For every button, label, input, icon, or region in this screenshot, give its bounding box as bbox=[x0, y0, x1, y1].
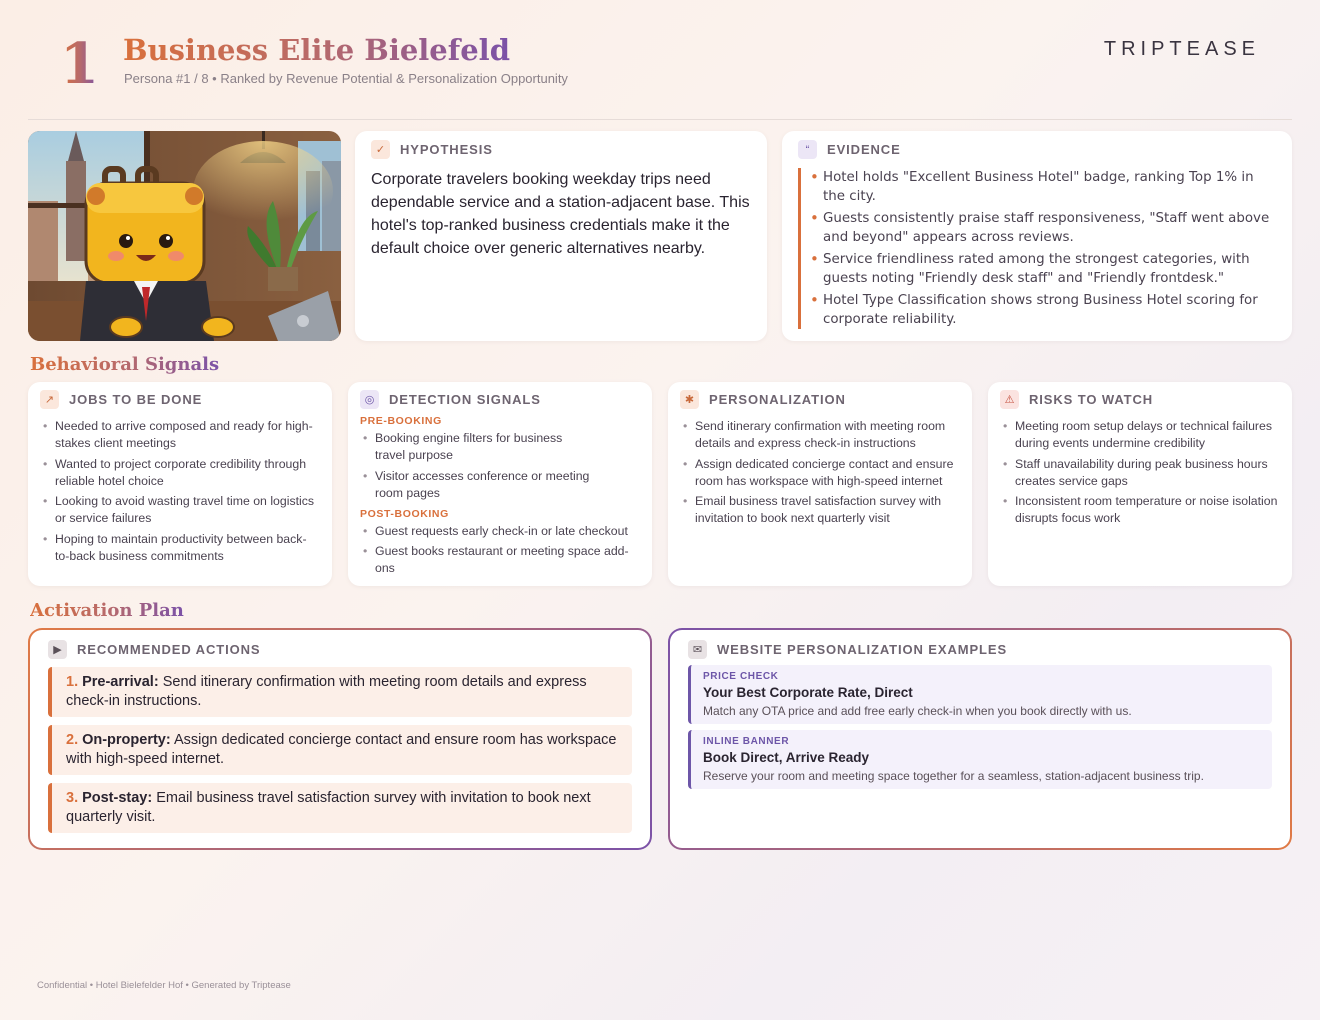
list-item: • Staff unavailability during peak business hours creates service gaps bbox=[1000, 456, 1280, 490]
action-text: Send itinerary confirmation with meeting room details and express check-in instructions. bbox=[66, 674, 587, 709]
recommended-actions-card bbox=[28, 628, 652, 850]
evidence-item: • Service friendliness rated among the strongest categories, with guests noting "Friendly desk staff" and "Friendly frontdesk." bbox=[823, 250, 1276, 288]
personalization-example bbox=[688, 665, 1272, 724]
action-item bbox=[48, 725, 632, 775]
personalization-example bbox=[688, 730, 1272, 789]
hypothesis-text: Corporate travelers booking weekday trips need dependable service and a station-adjacent base. This hotel's top-ranked business credentials make it the default choice over generic alternatives nearby. bbox=[371, 171, 750, 257]
check-icon: ✓ bbox=[371, 140, 390, 159]
evidence-label: EVIDENCE bbox=[827, 142, 901, 157]
evidence-item: • Guests consistently praise staff responsiveness, "Staff went above and beyond" appears across reviews. bbox=[823, 209, 1276, 247]
evidence-card bbox=[782, 131, 1292, 341]
persona-illustration bbox=[28, 131, 341, 341]
list-item: • Wanted to project corporate credibility through reliable hotel choice bbox=[40, 456, 320, 490]
personalization-card bbox=[668, 382, 972, 586]
persona-rank: 1 bbox=[60, 31, 99, 97]
arrow-up-right-icon: ↗ bbox=[40, 390, 59, 409]
website-personalization-card bbox=[668, 628, 1292, 850]
jobs-label: JOBS TO BE DONE bbox=[69, 392, 203, 407]
evidence-list bbox=[798, 168, 1276, 329]
list-item: • Email business travel satisfaction survey with invitation to book next quarterly visit bbox=[680, 493, 960, 527]
website-label: WEBSITE PERSONALIZATION EXAMPLES bbox=[717, 642, 1008, 657]
list-item: • Assign dedicated concierge contact and ensure room has workspace with high-speed internet bbox=[680, 456, 960, 490]
detection-signals-card bbox=[348, 382, 652, 586]
action-item bbox=[48, 667, 632, 717]
list-item: • Meeting room setup delays or technical failures during events undermine credibility bbox=[1000, 418, 1280, 452]
list-item: • Guest books restaurant or meeting space add-ons bbox=[360, 543, 640, 577]
list-item: • Visitor accesses conference or meeting room pages bbox=[360, 468, 590, 502]
example-body: Reserve your room and meeting space together for a seamless, station-adjacent business trip. bbox=[703, 769, 1204, 783]
action-text: Assign dedicated concierge contact and ensure room has workspace with high-speed internet. bbox=[66, 732, 617, 767]
actions-label: RECOMMENDED ACTIONS bbox=[77, 642, 261, 657]
detection-label: DETECTION SIGNALS bbox=[389, 392, 541, 407]
page-footer: Confidential • Hotel Bielefelder Hof • Generated by Triptease bbox=[37, 980, 291, 991]
example-headline: Your Best Corporate Rate, Direct bbox=[703, 685, 913, 700]
post-booking-label: POST-BOOKING bbox=[360, 507, 449, 520]
warning-icon: ⚠ bbox=[1000, 390, 1019, 409]
action-text: Email business travel satisfaction survey with invitation to book next quarterly visit. bbox=[66, 790, 591, 825]
risks-to-watch-card bbox=[988, 382, 1292, 586]
target-icon: ◎ bbox=[360, 390, 379, 409]
evidence-item: • Hotel holds "Excellent Business Hotel" badge, ranking Top 1% in the city. bbox=[823, 168, 1276, 206]
jobs-to-be-done-card bbox=[28, 382, 332, 586]
list-item: • Booking engine filters for business travel purpose bbox=[360, 430, 590, 464]
envelope-icon: ✉ bbox=[688, 640, 707, 659]
list-item: • Needed to arrive composed and ready for high-stakes client meetings bbox=[40, 418, 320, 452]
behavioral-signals-heading: Behavioral Signals bbox=[30, 354, 220, 375]
sparkle-icon: ✱ bbox=[680, 390, 699, 409]
list-item: • Looking to avoid wasting travel time on logistics or service failures bbox=[40, 493, 320, 527]
pre-booking-label: PRE-BOOKING bbox=[360, 415, 442, 427]
page-header bbox=[28, 28, 1292, 120]
risks-label: RISKS TO WATCH bbox=[1029, 392, 1154, 407]
action-number: 1. bbox=[66, 674, 79, 690]
evidence-item: • Hotel Type Classification shows strong Business Hotel scoring for corporate reliability. bbox=[823, 291, 1276, 329]
page-subtitle: Persona #1 / 8 • Ranked by Revenue Potential & Personalization Opportunity bbox=[124, 71, 568, 86]
example-type: INLINE BANNER bbox=[703, 736, 790, 747]
list-item: • Send itinerary confirmation with meeting room details and express check-in instructions bbox=[680, 418, 960, 452]
quote-icon: “ bbox=[798, 140, 817, 159]
hypothesis-label: HYPOTHESIS bbox=[400, 142, 493, 157]
action-phase: Pre-arrival: bbox=[82, 674, 159, 690]
example-headline: Book Direct, Arrive Ready bbox=[703, 750, 870, 765]
action-number: 3. bbox=[66, 790, 79, 806]
example-body: Match any OTA price and add free early check-in when you book directly with us. bbox=[703, 704, 1132, 718]
brand-logo: TRIPTEASE bbox=[1103, 38, 1260, 60]
action-item bbox=[48, 783, 632, 833]
list-item: • Guest requests early check-in or late checkout bbox=[360, 523, 640, 540]
list-item: • Inconsistent room temperature or noise isolation disrupts focus work bbox=[1000, 493, 1280, 527]
action-phase: On-property: bbox=[82, 732, 171, 748]
page-title: Business Elite Bielefeld bbox=[123, 33, 510, 67]
activation-plan-heading: Activation Plan bbox=[30, 600, 184, 621]
play-icon: ▶ bbox=[48, 640, 67, 659]
personalization-label: PERSONALIZATION bbox=[709, 392, 846, 407]
example-type: PRICE CHECK bbox=[703, 671, 779, 682]
list-item: • Hoping to maintain productivity between back-to-back business commitments bbox=[40, 531, 320, 565]
action-number: 2. bbox=[66, 732, 79, 748]
hypothesis-card bbox=[355, 131, 767, 341]
action-phase: Post-stay: bbox=[82, 790, 153, 806]
